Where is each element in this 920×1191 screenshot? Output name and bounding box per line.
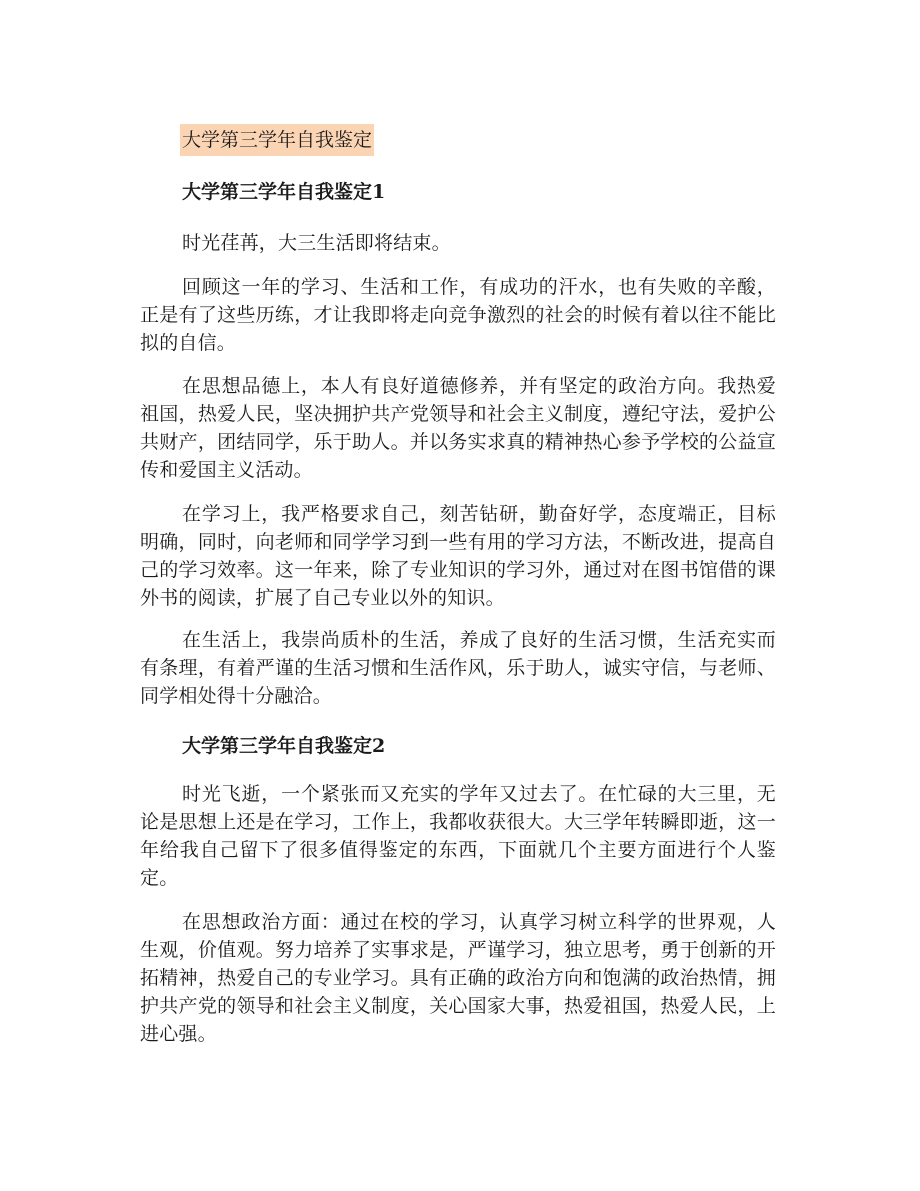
paragraph: 在学习上，我严格要求自己，刻苦钻研，勤奋好学，态度端正，目标明确，同时，向老师和同学学习到一些有用的学习方法，不断改进，提高自己的学习效率。这一年来，除了专业知识的学习外，通过对在图书馆借的课外书的阅读，扩展了自己专业以外的知识。 <box>140 503 776 609</box>
paragraph: 时光飞逝，一个紧张而又充实的学年又过去了。在忙碌的大三里，无论是思想上还是在学习，工作上，我都收获很大。大三学年转瞬即逝，这一年给我自己留下了很多值得鉴定的东西，下面就几个主要方面进行个人鉴定。 <box>140 783 776 889</box>
paragraph: 回顾这一年的学习、生活和工作，有成功的汗水，也有失败的辛酸，正是有了这些历练，才让我即将走向竞争激烈的社会的时候有着以往不能比拟的自信。 <box>140 276 776 354</box>
section-heading-1: 大学第三学年自我鉴定1 <box>182 181 386 203</box>
document-title: 大学第三学年自我鉴定 <box>180 124 374 156</box>
paragraph: 在生活上，我崇尚质朴的生活，养成了良好的生活习惯，生活充实而有条理，有着严谨的生活习惯和生活作风，乐于助人，诚实守信，与老师、同学相处得十分融洽。 <box>140 629 776 707</box>
paragraph: 在思想品德上，本人有良好道德修养，并有坚定的政治方向。我热爱祖国，热爱人民，坚决拥护共产党领导和社会主义制度，遵纪守法，爱护公共财产，团结同学，乐于助人。并以务实求真的精神热心参予学校的公益宣传和爱国主义活动。 <box>140 375 776 481</box>
section-heading-2: 大学第三学年自我鉴定2 <box>182 735 386 757</box>
paragraph: 在思想政治方面：通过在校的学习，认真学习树立科学的世界观，人生观，价值观。努力培养了实事求是，严谨学习，独立思考，勇于创新的开拓精神，热爱自己的专业学习。具有正确的政治方向和饱满的政治热情，拥护共产党的领导和社会主义制度，关心国家大事，热爱祖国，热爱人民，上进心强。 <box>140 911 776 1045</box>
paragraph: 时光荏苒，大三生活即将结束。 <box>182 232 451 254</box>
